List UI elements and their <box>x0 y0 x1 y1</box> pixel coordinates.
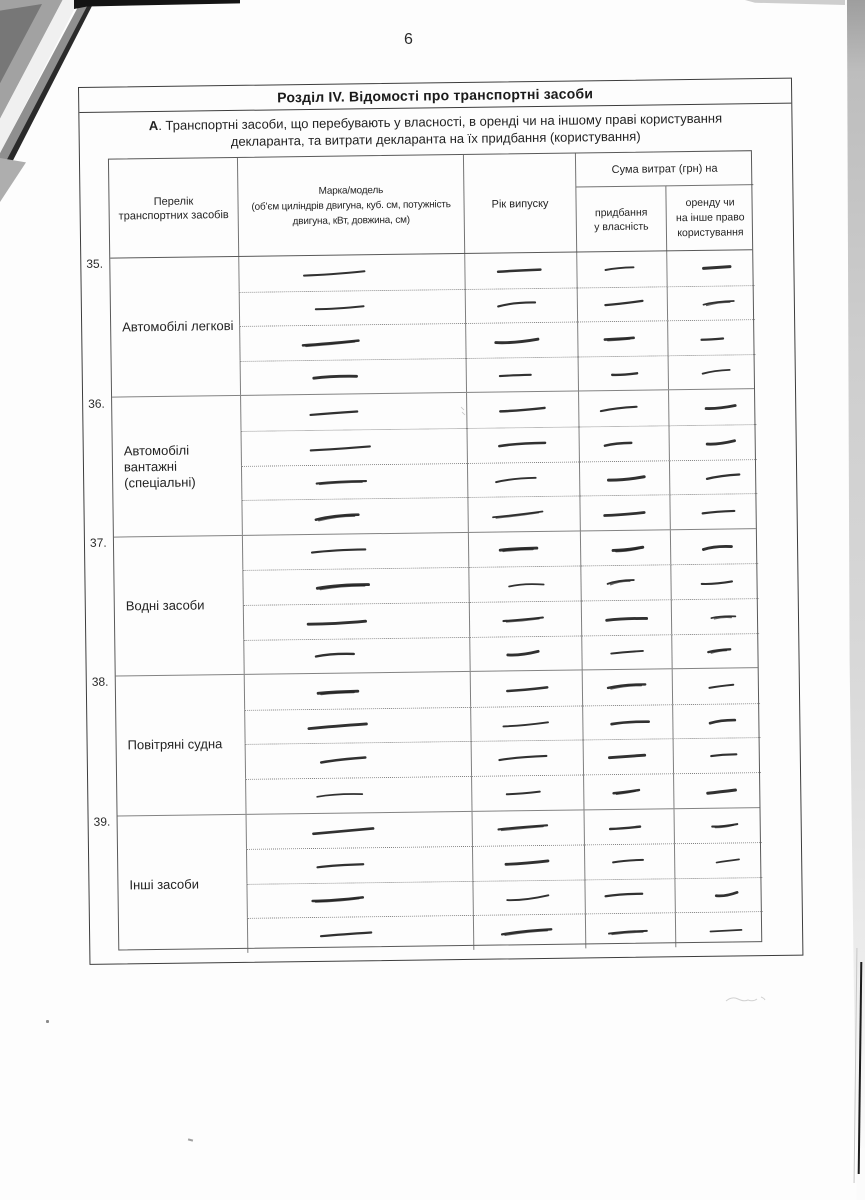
entry-cell <box>674 842 762 878</box>
entry-cell <box>244 707 470 745</box>
handwritten-dash <box>591 296 656 313</box>
entry-cell <box>238 254 464 292</box>
row-number: 37. <box>89 535 107 550</box>
entry-cell <box>584 809 674 845</box>
row-label: Повітряні судна <box>127 736 223 753</box>
entry-cell <box>242 567 468 605</box>
entry-cell <box>470 671 582 707</box>
entry-cell <box>579 460 669 496</box>
handwritten-dash <box>494 577 558 592</box>
entry-cell <box>464 252 576 288</box>
handwritten-dash <box>303 370 367 385</box>
handwritten-dash <box>690 713 754 729</box>
handwritten-dash <box>586 400 651 417</box>
entry-cell <box>670 529 758 565</box>
entry-cell <box>243 636 469 674</box>
section-subtitle <box>79 104 791 152</box>
handwritten-dash <box>305 718 370 735</box>
handwritten-dash <box>585 435 650 452</box>
entry-cell <box>580 530 670 566</box>
handwritten-dash <box>595 854 659 869</box>
entry-cell <box>467 496 579 532</box>
scan-artifact-right-band <box>843 0 865 1200</box>
entry-cell <box>245 776 471 814</box>
entry-cell <box>468 566 580 602</box>
header-year: Рік випуску <box>463 154 576 254</box>
entry-cell <box>667 285 755 321</box>
handwritten-dash <box>484 297 549 314</box>
handwritten-dash <box>594 645 658 660</box>
scan-artifact-top-right <box>745 0 845 5</box>
entry-cell <box>577 320 667 356</box>
handwritten-dash <box>493 715 558 732</box>
handwritten-dash <box>491 785 555 800</box>
entry-cell <box>584 843 674 879</box>
handwritten-dash <box>693 922 757 937</box>
entry-cell <box>239 323 465 361</box>
table-header <box>109 151 752 258</box>
handwritten-dash <box>691 608 756 625</box>
row-number: 38. <box>91 674 109 690</box>
entry-cell <box>667 319 755 355</box>
handwritten-dash <box>694 887 758 903</box>
handwritten-dash <box>305 892 370 909</box>
scan-artifact-corner-tail <box>0 158 26 202</box>
entry-cell <box>472 810 584 846</box>
handwritten-dash <box>692 818 756 834</box>
entry-cell <box>241 497 467 535</box>
handwritten-dash <box>597 714 661 730</box>
handwritten-dash <box>595 540 660 557</box>
row-number: 35. <box>86 256 104 272</box>
entry-cell <box>668 424 756 460</box>
entry-cell <box>473 914 585 950</box>
handwritten-dash <box>485 505 550 523</box>
handwritten-dash <box>691 748 755 764</box>
handwritten-dash <box>307 300 371 316</box>
entry-cell <box>672 703 760 739</box>
handwritten-dash <box>483 367 547 382</box>
handwritten-dash <box>594 610 658 626</box>
handwritten-dash <box>592 365 657 382</box>
entry-cell <box>241 463 467 501</box>
subtitle-text: . Транспортні засоби, що перебувають у власності, в оренді чи на іншому праві користування декларанта, та витрати декларанта на їх придбання (користування) <box>158 110 723 150</box>
handwritten-dash <box>593 469 658 487</box>
handwritten-dash <box>310 752 375 769</box>
handwritten-dash <box>494 680 559 697</box>
handwritten-dash <box>587 261 651 277</box>
table-body <box>86 250 761 954</box>
entry-cell <box>669 459 757 495</box>
entry-cell <box>668 354 756 390</box>
vehicle-row <box>89 528 758 676</box>
entry-cell <box>674 877 762 913</box>
handwritten-dash <box>490 610 555 628</box>
entry-cell <box>469 635 581 671</box>
entry-cell <box>576 251 666 287</box>
entry-cell <box>585 913 675 949</box>
handwritten-dash <box>301 404 366 421</box>
entry-cell <box>580 565 670 601</box>
header-purchase: придбання у власність <box>575 185 666 252</box>
handwritten-dash <box>689 678 754 695</box>
handwritten-dash <box>592 819 656 835</box>
scan-artifact-paper-edge-shadow <box>854 948 858 1183</box>
entry-cell <box>577 286 667 322</box>
entry-cell <box>240 393 466 431</box>
vehicle-row <box>86 250 754 397</box>
handwritten-dash <box>309 474 373 490</box>
entry-cell <box>470 705 582 741</box>
header-brand-model: Марка/модель (об’єм циліндрів двигуна, куб. см, потужність двигуна, кВт, довжина, см) <box>237 155 464 257</box>
entry-cell <box>472 879 584 915</box>
handwritten-dash <box>304 508 369 526</box>
entry-cell <box>675 911 763 947</box>
handwritten-dash <box>695 851 760 869</box>
declaration-form <box>78 78 803 965</box>
entry-cell <box>581 634 671 670</box>
entry-cell <box>578 355 668 391</box>
handwritten-dash <box>487 263 551 279</box>
handwritten-dash <box>486 541 550 557</box>
handwritten-dash <box>308 857 373 874</box>
handwritten-dash <box>595 922 660 939</box>
entry-cell <box>670 563 758 599</box>
entry-cell <box>578 425 668 461</box>
entry-cell <box>671 633 759 669</box>
handwritten-dash <box>689 781 754 799</box>
header-vehicle-list: Перелік транспортних засобів <box>118 195 229 222</box>
handwritten-dash <box>302 649 366 664</box>
row-number: 36. <box>88 396 105 411</box>
handwritten-dash <box>686 643 751 660</box>
handwritten-dash <box>587 331 651 346</box>
pencil-squiggle <box>724 993 766 1007</box>
handwritten-dash <box>495 889 560 906</box>
subtitle-letter: А <box>148 117 159 134</box>
handwritten-dash <box>490 820 554 836</box>
row-label: Автомобілі вантажні (спеціальні) <box>123 442 196 490</box>
handwritten-dash <box>680 330 744 346</box>
entry-cell <box>466 392 578 428</box>
entry-cell <box>241 428 467 466</box>
page-number: 6 <box>404 31 413 48</box>
entry-cell <box>673 772 761 808</box>
entry-cell <box>246 811 472 849</box>
handwritten-dash <box>305 683 369 699</box>
handwritten-dash <box>684 538 749 556</box>
entry-cell <box>671 598 759 634</box>
entry-cell <box>584 878 674 914</box>
entry-cell <box>581 599 671 635</box>
vehicle-row <box>88 389 756 537</box>
entry-cell <box>247 915 473 953</box>
handwritten-dash <box>683 363 748 381</box>
row-label: Автомобілі легкові <box>122 318 234 335</box>
scan-speck <box>188 1138 193 1141</box>
handwritten-dash <box>594 749 658 765</box>
scan-artifact-top-bar <box>74 0 240 9</box>
entry-cell <box>666 250 754 286</box>
entry-cell <box>668 390 756 426</box>
row-number: 39. <box>93 814 111 829</box>
scan-artifact-corner-shadow <box>0 4 60 114</box>
entry-cell <box>579 494 669 530</box>
handwritten-dash <box>301 265 366 282</box>
entry-cell <box>465 322 577 358</box>
entry-cell <box>245 741 471 779</box>
entry-cell <box>468 531 580 567</box>
entry-cell <box>243 602 469 640</box>
handwritten-dash <box>313 926 378 944</box>
entry-cell <box>583 773 673 809</box>
handwritten-dash <box>490 645 554 661</box>
handwritten-dash <box>690 468 755 485</box>
handwritten-dash <box>588 574 653 591</box>
entry-cell <box>578 391 668 427</box>
entry-cell <box>669 493 757 529</box>
handwritten-dash <box>592 504 657 522</box>
handwritten-dash <box>594 679 658 695</box>
row-label: Водні засоби <box>125 597 205 614</box>
handwritten-dash <box>310 579 374 595</box>
handwritten-dash <box>490 401 555 418</box>
handwritten-dash <box>494 924 559 941</box>
handwritten-dash <box>307 439 372 456</box>
handwritten-dash <box>591 889 655 904</box>
section-title: Розділ IV. Відомості про транспортні засоби <box>79 79 791 113</box>
handwritten-dash <box>686 504 750 520</box>
entry-cell <box>673 808 761 844</box>
entry-cell <box>466 356 578 392</box>
handwritten-dash <box>594 783 659 800</box>
entry-cell <box>246 846 472 884</box>
entry-cell <box>471 774 583 810</box>
vehicles-table <box>86 150 762 950</box>
handwritten-dash <box>306 544 370 560</box>
entry-cell <box>472 845 584 881</box>
handwritten-dash <box>490 437 554 452</box>
handwritten-dash <box>684 260 748 275</box>
scan-artifact-paper-edge <box>858 962 863 1174</box>
handwritten-dash <box>494 855 558 871</box>
vehicle-row <box>93 807 762 955</box>
entry-cell <box>246 881 472 919</box>
entry-cell <box>673 737 761 773</box>
handwritten-dash <box>298 334 363 351</box>
handwritten-dash <box>688 399 752 415</box>
handwritten-dash <box>688 433 753 451</box>
handwritten-dash <box>484 332 548 348</box>
handwritten-dash <box>304 613 368 629</box>
entry-cell <box>672 668 760 704</box>
entry-cell <box>471 740 583 776</box>
entry-cell <box>466 426 578 462</box>
row-label: Інші засоби <box>129 876 200 893</box>
handwritten-dash <box>686 294 751 312</box>
handwritten-dash <box>310 822 375 840</box>
header-rent: оренду чи на інше право користування <box>665 184 754 251</box>
handwritten-dash <box>490 750 555 767</box>
entry-cell <box>239 289 465 327</box>
entry-cell <box>242 533 468 571</box>
entry-cell <box>469 600 581 636</box>
vehicle-row <box>91 667 760 815</box>
entry-cell <box>467 461 579 497</box>
handwritten-dash <box>483 471 548 488</box>
handwritten-dash <box>684 574 748 590</box>
entry-cell <box>583 739 673 775</box>
entry-cell <box>582 704 672 740</box>
entry-cell <box>244 672 470 710</box>
header-costs-group: Сума витрат (грн) на <box>575 151 753 186</box>
entry-cell <box>465 287 577 323</box>
entry-cell <box>240 358 466 396</box>
handwritten-dash <box>307 788 371 803</box>
entry-cell <box>582 669 672 705</box>
scan-speck <box>46 1020 49 1023</box>
